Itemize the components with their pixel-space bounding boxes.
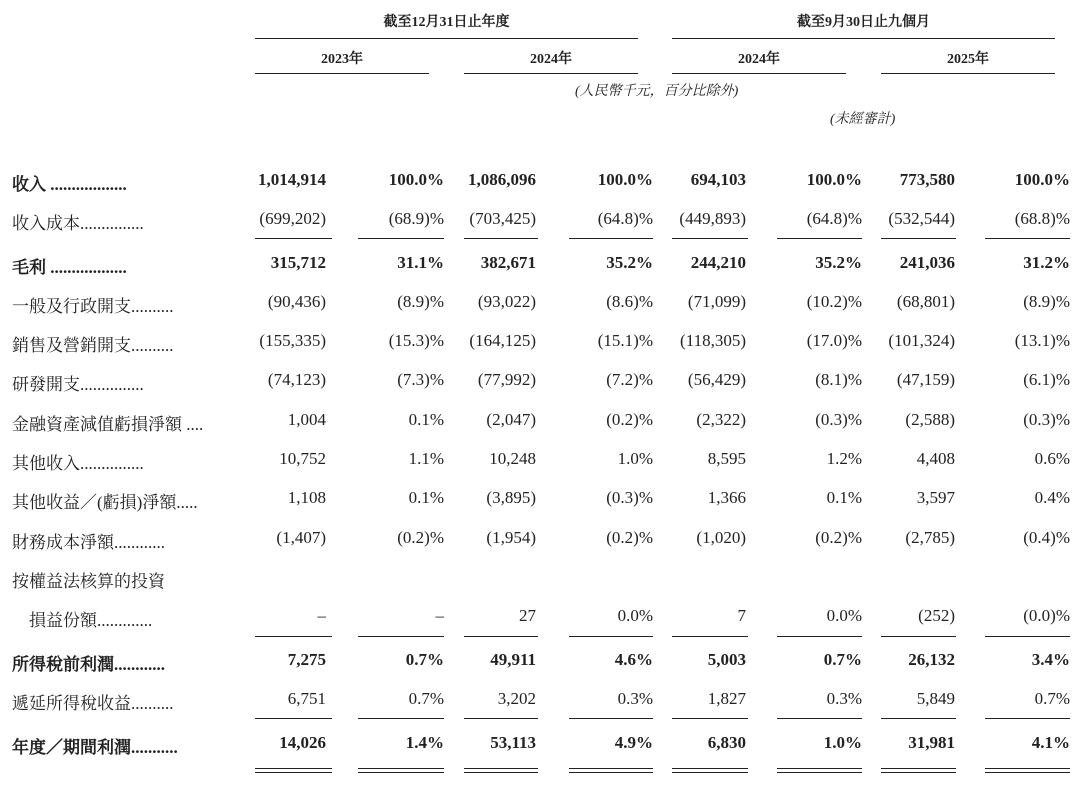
subtotal-rule: [672, 718, 748, 719]
year-rule: [881, 73, 1055, 74]
table-cell: (13.1)%: [1014, 331, 1070, 350]
group-header-nine-months: 截至9月30日止九個月: [797, 15, 930, 30]
table-cell: (68.8)%: [1014, 209, 1070, 228]
table-cell: 10,752: [279, 449, 326, 468]
table-cell: 3.4%: [1031, 650, 1070, 669]
subtotal-rule: [672, 238, 748, 239]
table-cell: 1.4%: [405, 733, 444, 752]
table-cell: (15.1)%: [597, 331, 653, 350]
subtotal-rule: [358, 718, 444, 719]
table-cell: (155,335): [259, 331, 326, 350]
table-cell: (17.0)%: [806, 331, 862, 350]
row-label: 收入 ..................: [12, 175, 127, 194]
subtotal-rule: [464, 636, 538, 637]
subtotal-rule: [569, 636, 653, 637]
unaudited-note: (未經審計): [830, 112, 896, 127]
table-cell: (0.2)%: [815, 528, 862, 547]
total-double-rule: [358, 768, 444, 769]
subtotal-rule: [985, 636, 1070, 637]
table-cell: 1,827: [707, 689, 746, 708]
table-cell: 0.0%: [617, 606, 653, 625]
total-double-rule: [569, 772, 653, 773]
table-cell: (15.3)%: [388, 331, 444, 350]
table-cell: 26,132: [908, 650, 955, 669]
table-cell: 315,712: [270, 253, 326, 272]
table-cell: 0.1%: [408, 410, 444, 429]
total-double-rule: [672, 768, 748, 769]
table-cell: 7: [737, 606, 746, 625]
table-cell: (56,429): [687, 370, 746, 389]
table-cell: (1,020): [696, 528, 746, 547]
table-cell: 1,366: [707, 488, 746, 507]
subtotal-rule: [985, 238, 1070, 239]
table-cell: 1,004: [287, 410, 326, 429]
table-cell: (0.0)%: [1023, 606, 1070, 625]
table-cell: 31.2%: [1023, 253, 1070, 272]
table-cell: (7.2)%: [606, 370, 653, 389]
table-cell: 4.1%: [1031, 733, 1070, 752]
table-cell: (703,425): [469, 209, 536, 228]
table-cell: (0.4)%: [1023, 528, 1070, 547]
subtotal-rule: [881, 636, 956, 637]
table-cell: 35.2%: [606, 253, 653, 272]
table-cell: 1,014,914: [258, 170, 326, 189]
total-double-rule: [358, 772, 444, 773]
table-cell: (93,022): [477, 292, 536, 311]
table-cell: 53,113: [490, 733, 536, 752]
table-cell: 5,849: [916, 689, 955, 708]
table-cell: (164,125): [469, 331, 536, 350]
table-cell: 10,248: [489, 449, 536, 468]
table-cell: 100.0%: [388, 170, 444, 189]
group-header-rule-fy: [255, 38, 638, 39]
table-cell: (0.2)%: [606, 410, 653, 429]
table-cell: (8.1)%: [815, 370, 862, 389]
row-label: 銷售及營銷開支..........: [12, 336, 174, 355]
total-double-rule: [881, 772, 956, 773]
total-double-rule: [985, 768, 1070, 769]
total-double-rule: [777, 768, 862, 769]
table-cell: 4,408: [916, 449, 955, 468]
row-label: 按權益法核算的投資: [12, 572, 165, 591]
table-cell: (1,407): [276, 528, 326, 547]
table-cell: 6,751: [287, 689, 326, 708]
year-rule: [464, 73, 638, 74]
row-label: 其他收入...............: [12, 454, 144, 473]
table-cell: 0.7%: [1034, 689, 1070, 708]
row-label: 損益份額.............: [12, 611, 153, 630]
subtotal-rule: [672, 636, 748, 637]
subtotal-rule: [569, 238, 653, 239]
table-cell: 0.1%: [408, 488, 444, 507]
table-cell: (2,785): [905, 528, 955, 547]
table-cell: (7.3)%: [397, 370, 444, 389]
table-cell: –: [317, 606, 326, 625]
year-header-2023: 2023年: [321, 52, 363, 67]
table-cell: (2,047): [486, 410, 536, 429]
group-header-fiscal-year: 截至12月31日止年度: [383, 15, 510, 30]
year-header-2025-9m: 2025年: [947, 52, 989, 67]
total-double-rule: [464, 768, 538, 769]
table-cell: 49,911: [490, 650, 536, 669]
row-label: 財務成本淨額............: [12, 533, 165, 552]
table-cell: 7,275: [287, 650, 326, 669]
subtotal-rule: [777, 636, 862, 637]
table-cell: 0.1%: [826, 488, 862, 507]
table-cell: (0.3)%: [606, 488, 653, 507]
subtotal-rule: [777, 238, 862, 239]
row-label: 研發開支...............: [12, 375, 144, 394]
year-header-2024-9m: 2024年: [738, 52, 780, 67]
table-cell: 6,830: [707, 733, 746, 752]
row-label: 收入成本...............: [12, 214, 144, 233]
table-cell: 31,981: [908, 733, 955, 752]
subtotal-rule: [464, 238, 538, 239]
table-cell: (8.9)%: [397, 292, 444, 311]
table-cell: 773,580: [899, 170, 955, 189]
table-cell: 4.6%: [614, 650, 653, 669]
total-double-rule: [569, 768, 653, 769]
table-cell: (90,436): [267, 292, 326, 311]
subtotal-rule: [358, 636, 444, 637]
table-cell: 31.1%: [397, 253, 444, 272]
group-header-rule-9m: [672, 38, 1055, 39]
table-cell: 382,671: [480, 253, 536, 272]
table-cell: (0.3)%: [815, 410, 862, 429]
table-cell: 1,108: [287, 488, 326, 507]
table-cell: 0.0%: [826, 606, 862, 625]
table-cell: (101,324): [888, 331, 955, 350]
table-cell: (6.1)%: [1023, 370, 1070, 389]
row-label: 金融資產減值虧損淨額 ....: [12, 415, 204, 434]
table-cell: (71,099): [687, 292, 746, 311]
subtotal-rule: [881, 718, 956, 719]
table-cell: 100.0%: [806, 170, 862, 189]
unit-note: (人民幣千元，百分比除外): [575, 84, 739, 99]
table-cell: 3,597: [916, 488, 955, 507]
year-header-2024: 2024年: [530, 52, 572, 67]
subtotal-rule: [881, 238, 956, 239]
table-cell: 1.2%: [826, 449, 862, 468]
table-cell: 244,210: [690, 253, 746, 272]
table-cell: (68,801): [896, 292, 955, 311]
table-cell: (1,954): [486, 528, 536, 547]
table-cell: 1,086,096: [468, 170, 536, 189]
total-double-rule: [985, 772, 1070, 773]
table-cell: (68.9)%: [388, 209, 444, 228]
table-cell: (2,588): [905, 410, 955, 429]
table-cell: 1.1%: [408, 449, 444, 468]
table-cell: –: [435, 606, 444, 625]
row-label: 所得稅前利潤............: [12, 655, 165, 674]
table-cell: (2,322): [696, 410, 746, 429]
row-label: 一般及行政開支..........: [12, 297, 174, 316]
table-cell: (0.2)%: [397, 528, 444, 547]
table-cell: (64.8)%: [597, 209, 653, 228]
table-cell: (252): [918, 606, 955, 625]
year-rule: [672, 73, 846, 74]
table-cell: (699,202): [259, 209, 326, 228]
table-cell: 694,103: [690, 170, 746, 189]
row-label: 毛利 ..................: [12, 258, 127, 277]
table-cell: 8,595: [707, 449, 746, 468]
total-double-rule: [464, 772, 538, 773]
table-cell: 14,026: [279, 733, 326, 752]
row-label: 其他收益／(虧損)淨額.....: [12, 493, 198, 512]
subtotal-rule: [777, 718, 862, 719]
table-cell: (10.2)%: [806, 292, 862, 311]
row-label: 年度／期間利潤...........: [12, 738, 178, 757]
subtotal-rule: [255, 718, 332, 719]
subtotal-rule: [358, 238, 444, 239]
total-double-rule: [672, 772, 748, 773]
table-cell: (118,305): [680, 331, 746, 350]
table-cell: (8.6)%: [606, 292, 653, 311]
table-cell: 5,003: [707, 650, 746, 669]
table-cell: 1.0%: [617, 449, 653, 468]
table-cell: 241,036: [899, 253, 955, 272]
table-cell: (0.3)%: [1023, 410, 1070, 429]
table-cell: 0.3%: [617, 689, 653, 708]
total-double-rule: [255, 768, 332, 769]
table-cell: (74,123): [267, 370, 326, 389]
table-cell: (449,893): [679, 209, 746, 228]
table-cell: 0.4%: [1034, 488, 1070, 507]
table-cell: (8.9)%: [1023, 292, 1070, 311]
row-label: 遞延所得稅收益..........: [12, 694, 174, 713]
table-cell: (64.8)%: [806, 209, 862, 228]
table-cell: 0.7%: [823, 650, 862, 669]
table-cell: 100.0%: [1014, 170, 1070, 189]
table-cell: 0.7%: [405, 650, 444, 669]
table-cell: (77,992): [477, 370, 536, 389]
total-double-rule: [255, 772, 332, 773]
table-cell: 100.0%: [597, 170, 653, 189]
table-cell: 0.6%: [1034, 449, 1070, 468]
table-cell: 27: [519, 606, 536, 625]
table-cell: (47,159): [896, 370, 955, 389]
year-rule: [255, 73, 429, 74]
subtotal-rule: [569, 718, 653, 719]
subtotal-rule: [464, 718, 538, 719]
table-cell: 1.0%: [823, 733, 862, 752]
total-double-rule: [777, 772, 862, 773]
subtotal-rule: [255, 636, 332, 637]
table-cell: 3,202: [497, 689, 536, 708]
table-cell: (3,895): [486, 488, 536, 507]
table-cell: (532,544): [888, 209, 955, 228]
table-cell: 35.2%: [815, 253, 862, 272]
table-cell: (0.2)%: [606, 528, 653, 547]
subtotal-rule: [255, 238, 332, 239]
table-cell: 4.9%: [614, 733, 653, 752]
table-cell: 0.7%: [408, 689, 444, 708]
table-cell: 0.3%: [826, 689, 862, 708]
total-double-rule: [881, 768, 956, 769]
subtotal-rule: [985, 718, 1070, 719]
